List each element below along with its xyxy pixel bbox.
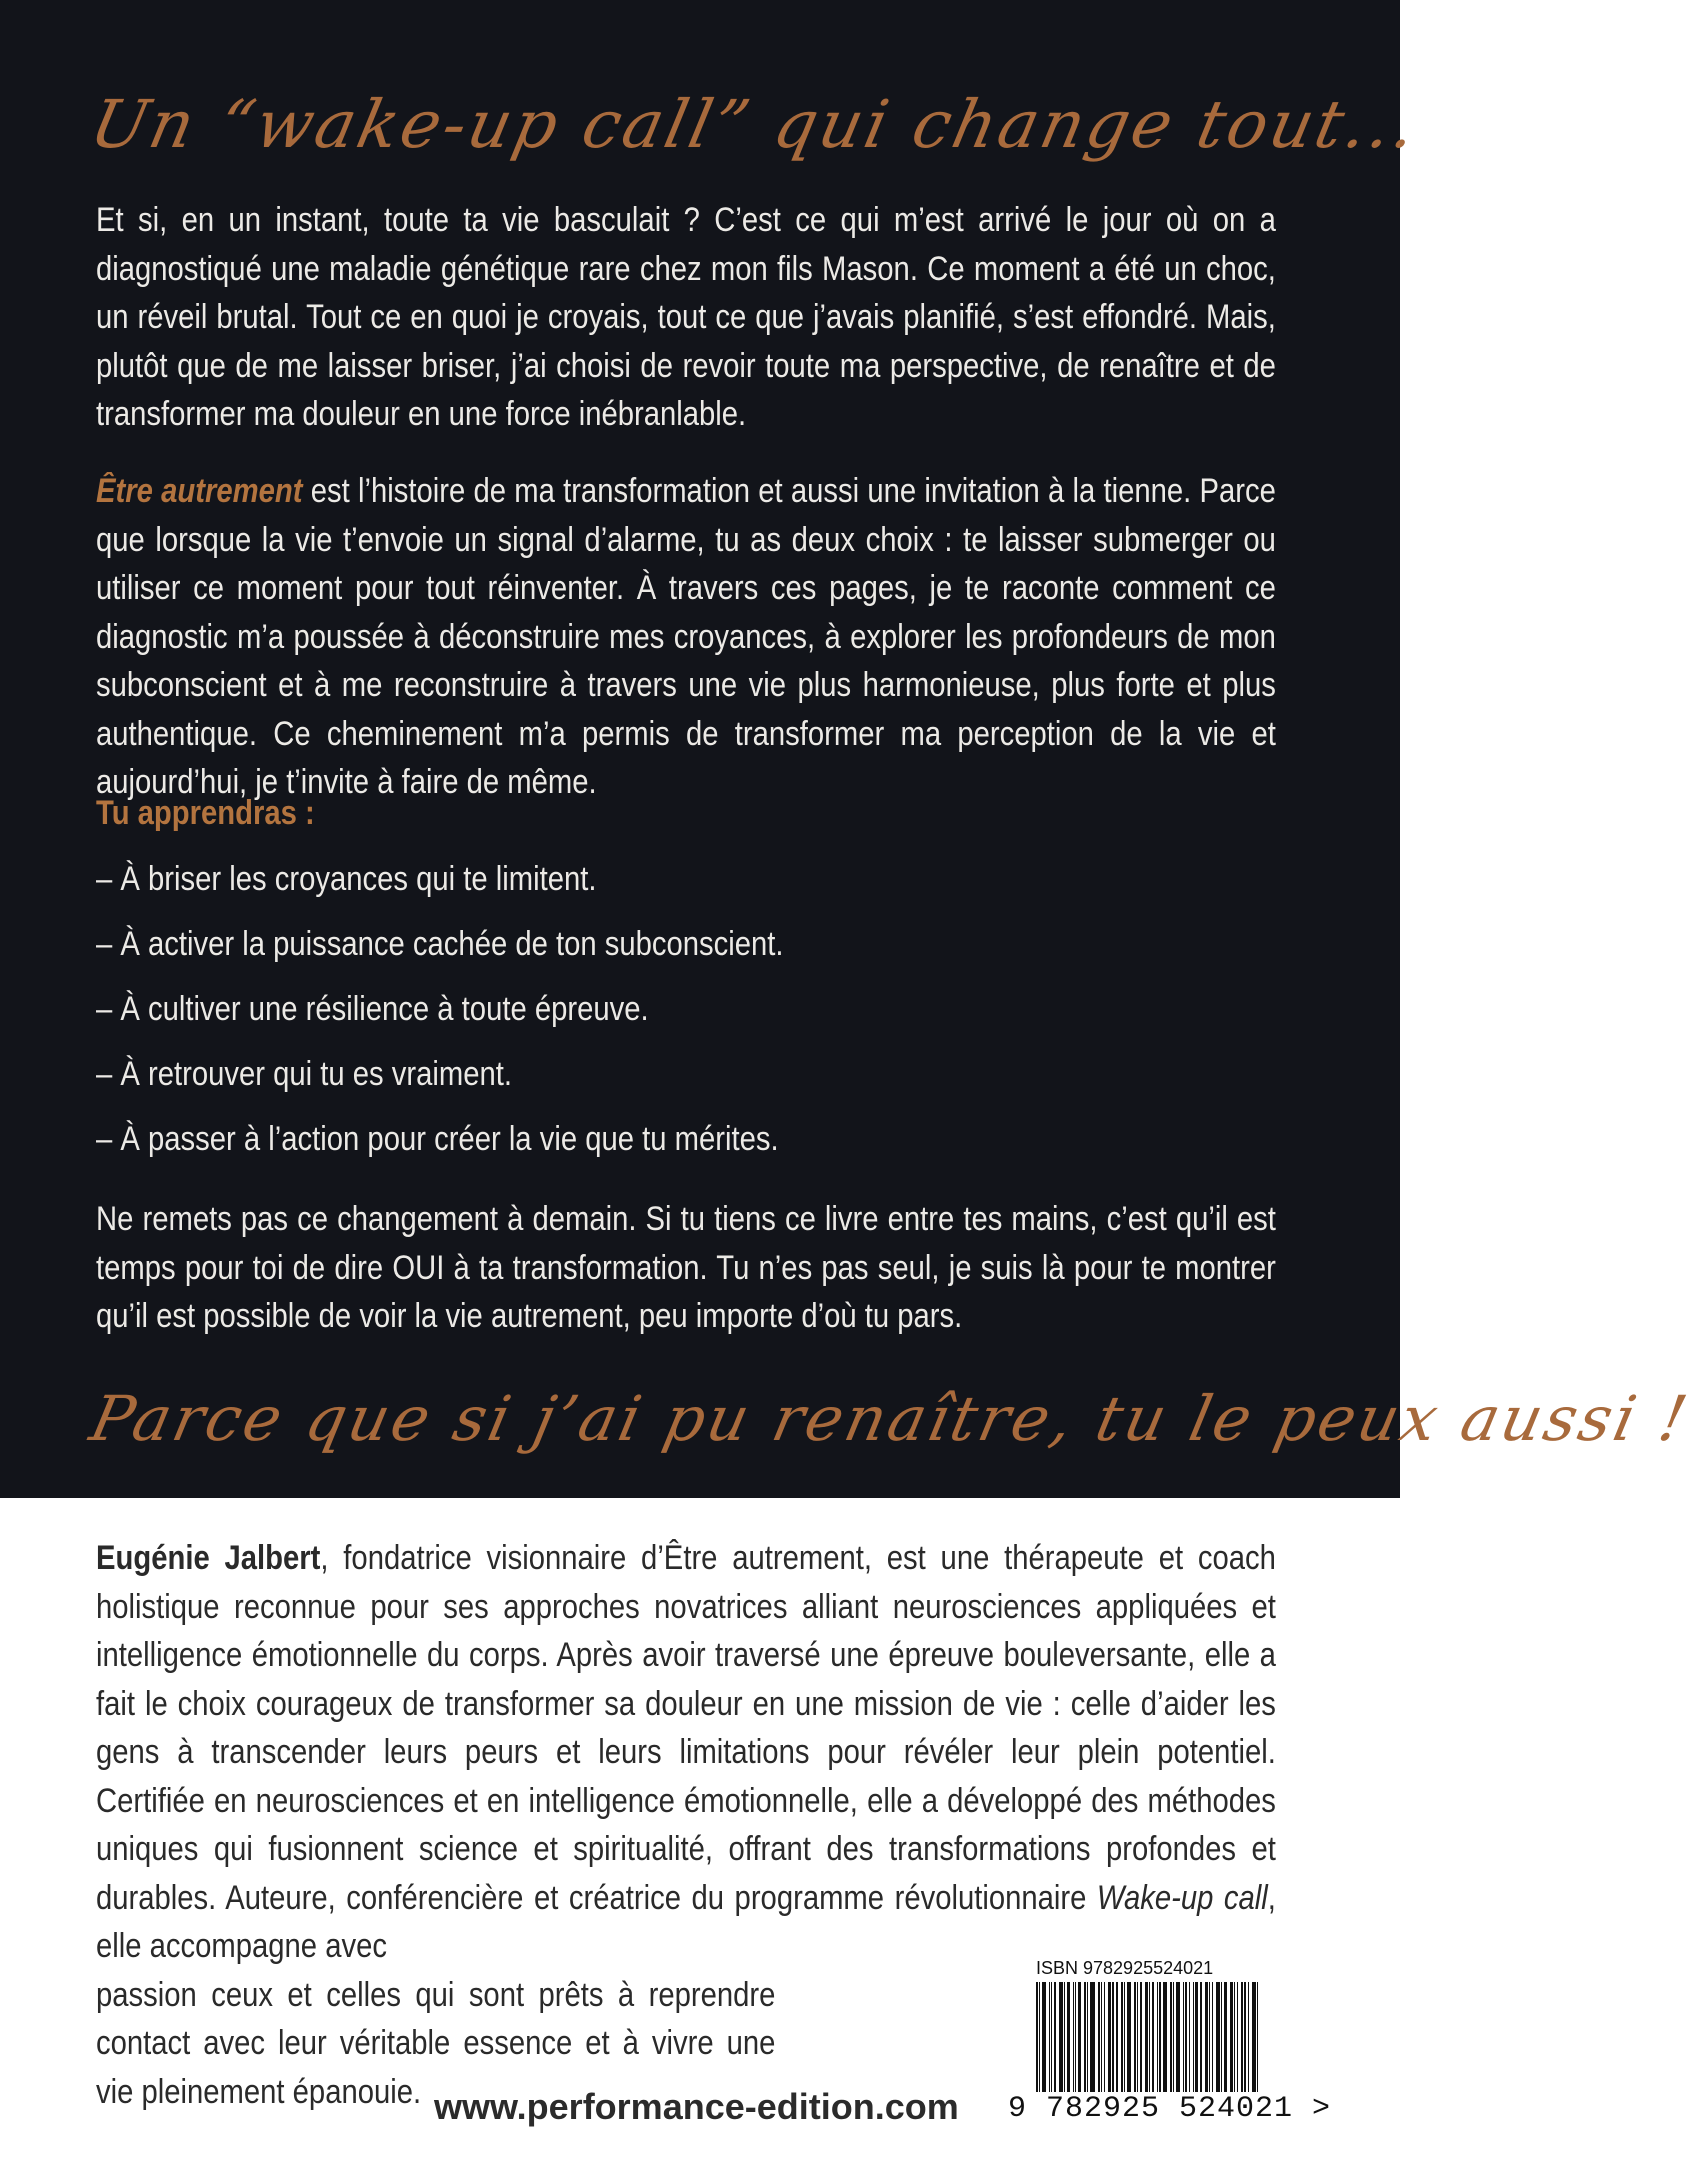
list-item: – À retrouver qui tu es vraiment. xyxy=(96,1055,513,1093)
book-description-paragraph xyxy=(96,467,1276,807)
publisher-website: www.performance-edition.com xyxy=(434,2086,959,2127)
list-item: – À cultiver une résilience à toute épreuve. xyxy=(96,990,649,1028)
barcode-bar xyxy=(1248,1982,1249,2104)
author-bio-text: , fondatrice visionnaire d’Être autrement, est une thérapeute et coach holistique reconnue pour ses approches novatrices alliant neurosciences appliquées et intelligence émotionnelle du corps. Après avoir traversé une épreuve bouleversante, elle a fait le choix courageux de transformer sa douleur en une mission de vie : celle d’aider les gens à transcender leurs peurs et leurs limitations pour révéler leur plein potentiel. Certifiée en neurosciences et en intelligence émotionnelle, elle a développé des méthodes uniques qui fusionnent science et spiritualité, offrant des transformations profondes et durables. Auteure, conférencière et créatrice du programme révolutionnaire xyxy=(96,1539,1276,1917)
barcode-bar xyxy=(1163,1982,1167,2104)
barcode-bar xyxy=(1073,1982,1074,2104)
barcode-bar xyxy=(1157,1982,1158,2104)
author-bio-text-continued: , elle accompagne avec xyxy=(96,1878,1276,1965)
isbn-digits: 9 782925 524021 > xyxy=(1008,2092,1332,2126)
barcode-bar xyxy=(1234,1982,1235,2104)
barcode-bar xyxy=(1104,1982,1105,2104)
barcode-bar xyxy=(1195,1982,1198,2104)
barcode-bar xyxy=(1124,1982,1125,2104)
barcode-bar xyxy=(1212,1982,1213,2104)
author-bio-text-end: passion ceux et celles qui sont prêts à reprendre contact avec leur véritable essence et à vivre une vie pleinement épanouie. xyxy=(96,1975,776,2111)
barcode-bar xyxy=(1145,1982,1148,2104)
barcode-bar xyxy=(1185,1982,1187,2104)
barcode-bar xyxy=(1075,1982,1076,2104)
isbn-label: ISBN 9782925524021 xyxy=(1036,1958,1214,1978)
program-name: Wake-up call xyxy=(1096,1878,1268,1917)
barcode-bar xyxy=(1244,1982,1246,2104)
barcode-bar xyxy=(1051,1982,1052,2104)
barcode-bar xyxy=(1200,1982,1202,2104)
barcode-bar xyxy=(1101,1982,1102,2104)
barcode-bar xyxy=(1116,1982,1118,2104)
barcode-bar xyxy=(1064,1982,1065,2104)
barcode-bar xyxy=(1134,1982,1135,2104)
intro-paragraph: Et si, en un instant, toute ta vie basculait ? C’est ce qui m’est arrivé le jour où on a diagnostiqué une maladie génétique rare chez mon fils Mason. Ce moment a été un choc, un réveil brutal. Tout ce en quoi je croyais, tout ce que j’avais planifié, s’est effondré. Mais, plutôt que de me laisser briser, j’ai choisi de revoir toute ma perspective, de renaître et de transformer ma douleur en une force inébranlable. xyxy=(96,201,1276,433)
barcode-bar xyxy=(1230,1982,1233,2104)
list-item: – À briser les croyances qui te limitent. xyxy=(96,860,597,898)
barcode-bar xyxy=(1054,1982,1056,2104)
list-item: – À passer à l’action pour créer la vie que tu mérites. xyxy=(96,1120,779,1158)
barcode-bar xyxy=(1221,1982,1222,2104)
barcode-bar xyxy=(1209,1982,1210,2104)
barcode-bar xyxy=(1152,1982,1154,2104)
barcode-bar xyxy=(1108,1982,1111,2104)
barcode-bar xyxy=(1127,1982,1131,2104)
headline: Un “wake-up call” qui change tout... xyxy=(83,86,1426,163)
learn-list-title: Tu apprendras : xyxy=(96,794,315,832)
barcode-bar xyxy=(1170,1982,1172,2104)
barcode-bar xyxy=(1078,1982,1081,2104)
closing-tagline: Parce que si j’ai pu renaître, tu le peux aussi ! xyxy=(84,1382,1696,1455)
barcode-bar xyxy=(1176,1982,1179,2104)
barcode-bar xyxy=(1241,1982,1243,2104)
barcode-bar xyxy=(1257,1982,1258,2104)
barcode-bar xyxy=(1149,1982,1150,2104)
barcode-bar xyxy=(1159,1982,1160,2104)
barcode-bar xyxy=(1090,1982,1094,2104)
barcode-bar xyxy=(1189,1982,1190,2104)
barcode-bar xyxy=(1121,1982,1123,2104)
barcode-bar xyxy=(1039,1982,1040,2104)
barcode-bar xyxy=(1098,1982,1100,2104)
barcode-bar xyxy=(1137,1982,1138,2104)
list-item: – À activer la puissance cachée de ton subconscient. xyxy=(96,925,784,963)
barcode xyxy=(1036,1982,1286,2104)
barcode-bar xyxy=(1067,1982,1069,2104)
learn-list xyxy=(96,855,784,1180)
book-title-emphasis: Être autrement xyxy=(96,472,303,510)
barcode-bar xyxy=(1205,1982,1207,2104)
barcode-bar xyxy=(1224,1982,1226,2104)
barcode-bar xyxy=(1112,1982,1113,2104)
call-to-action-paragraph: Ne remets pas ce changement à demain. Si tu tiens ce livre entre tes mains, c’est qu’il est temps pour toi de dire OUI à ta transformation. Tu n’es pas seul, je suis là pour te montrer qu’il est possible de voir la vie autrement, peu importe d’où tu pars. xyxy=(96,1200,1276,1335)
barcode-bar xyxy=(1049,1982,1050,2104)
barcode-bar xyxy=(1059,1982,1063,2104)
barcode-bar xyxy=(1216,1982,1220,2104)
barcode-bar xyxy=(1140,1982,1142,2104)
barcode-bar xyxy=(1173,1982,1174,2104)
author-name: Eugénie Jalbert xyxy=(96,1539,321,1577)
barcode-bar xyxy=(1183,1982,1184,2104)
barcode-bar xyxy=(1036,1982,1038,2104)
barcode-bar xyxy=(1042,1982,1045,2104)
barcode-bar xyxy=(1084,1982,1086,2104)
barcode-bar xyxy=(1252,1982,1255,2104)
barcode-bar xyxy=(1193,1982,1194,2104)
barcode-bar xyxy=(1087,1982,1088,2104)
book-description-text: est l’histoire de ma transformation et aussi une invitation à la tienne. Parce que lorsque la vie t’envoie un signal d’alarme, tu as deux choix : te laisser submerger ou utiliser ce moment pour tout réinventer. À travers ces pages, je te raconte comment ce diagnostic m’a poussée à déconstruire mes croyances, à explorer les profondeurs de mon subconscient et à me reconstruire à travers une vie plus harmonieuse, plus forte et plus authentique. Ce cheminement m’a permis de transformer ma perception de la vie et aujourd’hui, je t’invite à faire de même. xyxy=(96,472,1276,801)
barcode-bar xyxy=(1237,1982,1238,2104)
